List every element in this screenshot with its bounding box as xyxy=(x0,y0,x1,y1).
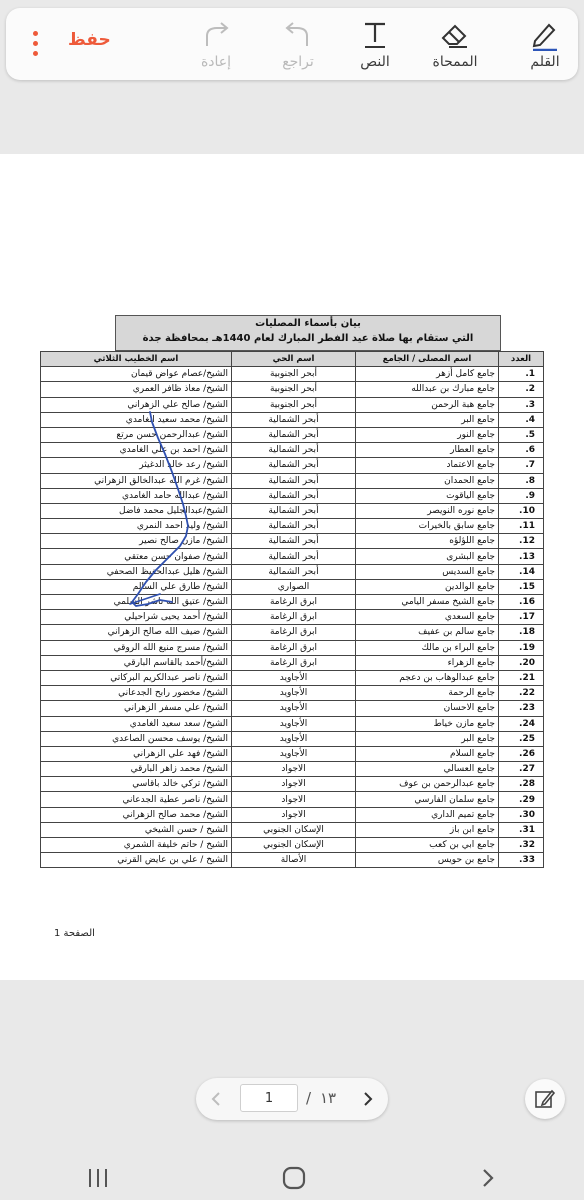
cell-mosque: جامع البر xyxy=(356,412,499,427)
cell-num: 9. xyxy=(499,488,544,503)
cell-mosque: جامع تميم الداري xyxy=(356,807,499,822)
cell-num: 19. xyxy=(499,640,544,655)
cell-mosque: جامع البشرى xyxy=(356,549,499,564)
cell-mosque: جامع سابق بالخيرات xyxy=(356,519,499,534)
cell-sheikh: الشيخ/ صالح علي الزهراني xyxy=(41,397,232,412)
text-tool-button[interactable] xyxy=(335,8,415,80)
cell-num: 24. xyxy=(499,716,544,731)
cell-district: أبحر الشمالية xyxy=(232,473,356,488)
cell-mosque: جامع بن حويس xyxy=(356,853,499,868)
table-row xyxy=(41,579,544,594)
cell-sheikh: الشيخ/ عتيق الله ناشر السلمي xyxy=(41,595,232,610)
table-row xyxy=(41,777,544,792)
cell-num: 3. xyxy=(499,397,544,412)
cell-mosque: جامع الياقوت xyxy=(356,488,499,503)
cell-num: 12. xyxy=(499,534,544,549)
cell-district: الاجواد xyxy=(232,777,356,792)
cell-num: 30. xyxy=(499,807,544,822)
cell-district: الإسكان الجنوبي xyxy=(232,822,356,837)
cell-sheikh: الشيخ/ ضيف الله صالح الزهراني xyxy=(41,625,232,640)
annotation-toolbar xyxy=(6,8,578,80)
cell-mosque: جامع هبة الرحمن xyxy=(356,397,499,412)
cell-mosque: جامع الرحمة xyxy=(356,686,499,701)
cell-num: 23. xyxy=(499,701,544,716)
cell-mosque: جامع سلمان الفارسي xyxy=(356,792,499,807)
cell-mosque: جامع اللؤلؤه xyxy=(356,534,499,549)
cell-num: 27. xyxy=(499,762,544,777)
cell-district: أبحر الشمالية xyxy=(232,488,356,503)
table-row xyxy=(41,762,544,777)
table-row xyxy=(41,746,544,761)
table-row xyxy=(41,838,544,853)
cell-mosque: جامع مازن خياط xyxy=(356,716,499,731)
document-title xyxy=(115,315,501,351)
cell-district: ابرق الرغامة xyxy=(232,595,356,610)
cell-num: 26. xyxy=(499,746,544,761)
cell-district: الأجاويد xyxy=(232,701,356,716)
cell-mosque: جامع الحمدان xyxy=(356,473,499,488)
eraser-icon xyxy=(439,18,471,52)
page-navigator xyxy=(196,1078,388,1120)
document-page[interactable] xyxy=(0,154,584,980)
table-row xyxy=(41,807,544,822)
mosque-table xyxy=(40,351,544,868)
cell-num: 29. xyxy=(499,792,544,807)
table-row xyxy=(41,595,544,610)
page-number-input[interactable] xyxy=(240,1084,298,1112)
cell-mosque: جامع البراء بن مالك xyxy=(356,640,499,655)
pen-icon xyxy=(529,18,561,52)
cell-sheikh: الشيخ/ مازن صالح نصير xyxy=(41,534,232,549)
cell-num: 5. xyxy=(499,427,544,442)
table-row xyxy=(41,792,544,807)
back-icon[interactable] xyxy=(478,1167,498,1193)
cell-num: 6. xyxy=(499,443,544,458)
undo-label: تراجع xyxy=(282,54,314,70)
cell-sheikh: الشيخ / حاتم خليفة الشمري xyxy=(41,838,232,853)
cell-sheikh: الشيخ/ عبدالله حامد الغامدي xyxy=(41,488,232,503)
table-row xyxy=(41,367,544,382)
cell-district: أبحر الجنوبية xyxy=(232,382,356,397)
cell-mosque: جامع السلام xyxy=(356,746,499,761)
text-tool-label: النص xyxy=(360,54,390,70)
cell-district: أبحر الشمالية xyxy=(232,503,356,518)
chevron-left-icon xyxy=(209,1091,223,1107)
system-nav-bar xyxy=(0,1160,584,1200)
cell-mosque: جامع الشيخ مسفر اليامي xyxy=(356,595,499,610)
cell-mosque: جامع الاحسان xyxy=(356,701,499,716)
table-row xyxy=(41,427,544,442)
cell-num: 25. xyxy=(499,731,544,746)
table-row xyxy=(41,853,544,868)
cell-sheikh: الشيخ/ ناصر عبدالكريم البركاتي xyxy=(41,670,232,685)
cell-sheikh: الشيخ/عصام عواض قيمان xyxy=(41,367,232,382)
cell-sheikh: الشيخ/ هليل عبدالحفيظ الصحفي xyxy=(41,564,232,579)
cell-sheikh: الشيخ / علي بن عايض القرني xyxy=(41,853,232,868)
table-row xyxy=(41,412,544,427)
cell-sheikh: الشيخ/ احمد بن علي الغامدي xyxy=(41,443,232,458)
cell-district: الأجاويد xyxy=(232,686,356,701)
table-row xyxy=(41,534,544,549)
annotate-button[interactable] xyxy=(525,1079,565,1119)
table-row xyxy=(41,640,544,655)
cell-mosque: جامع البر xyxy=(356,731,499,746)
cell-sheikh: الشيخ/ تركي خالد باقاسي xyxy=(41,777,232,792)
cell-mosque: جامع العسالي xyxy=(356,762,499,777)
table-row xyxy=(41,503,544,518)
cell-mosque: جامع السعدي xyxy=(356,610,499,625)
cell-num: 2. xyxy=(499,382,544,397)
table-header-row xyxy=(41,352,544,367)
cell-sheikh: الشيخ/ سعد سعيد الغامدي xyxy=(41,716,232,731)
cell-num: 1. xyxy=(499,367,544,382)
cell-district: أبحر الشمالية xyxy=(232,564,356,579)
page-separator: / xyxy=(306,1089,312,1107)
cell-mosque: جامع السديس xyxy=(356,564,499,579)
header-district: اسم الحي xyxy=(232,352,356,367)
cell-num: 7. xyxy=(499,458,544,473)
cell-num: 14. xyxy=(499,564,544,579)
cell-mosque: جامع عبدالوهاب بن دعجم xyxy=(356,670,499,685)
cell-num: 10. xyxy=(499,503,544,518)
cell-mosque: جامع سالم بن عفيف xyxy=(356,625,499,640)
cell-num: 4. xyxy=(499,412,544,427)
cell-district: أبحر الجنوبية xyxy=(232,367,356,382)
cell-district: الاجواد xyxy=(232,807,356,822)
cell-district: الأجاويد xyxy=(232,670,356,685)
cell-sheikh: الشيخ/ عبدالرحمن حسن مرتع xyxy=(41,427,232,442)
header-num: العدد xyxy=(499,352,544,367)
text-tool-icon xyxy=(360,18,390,52)
more-options-icon[interactable] xyxy=(30,28,40,60)
cell-num: 20. xyxy=(499,655,544,670)
cell-mosque: جامع الزهراء xyxy=(356,655,499,670)
cell-sheikh: الشيخ/أحمد بالقاسم البارقي xyxy=(41,655,232,670)
recent-apps-icon[interactable] xyxy=(86,1167,110,1193)
cell-num: 8. xyxy=(499,473,544,488)
next-page-button[interactable] xyxy=(354,1085,382,1113)
table-row xyxy=(41,716,544,731)
cell-mosque: جامع كامل أزهر xyxy=(356,367,499,382)
table-row xyxy=(41,458,544,473)
page-number-footer: الصفحة 1 xyxy=(54,928,95,939)
cell-mosque: جامع نوره النويصر xyxy=(356,503,499,518)
table-row xyxy=(41,655,544,670)
table-row xyxy=(41,670,544,685)
cell-sheikh: الشيخ/ مخضور رابح الجدعاني xyxy=(41,686,232,701)
cell-district: ابرق الرغامة xyxy=(232,640,356,655)
cell-mosque: جامع العطار xyxy=(356,443,499,458)
eraser-tool-button[interactable] xyxy=(415,8,495,80)
cell-sheikh: الشيخ/ غرم الله عبدالخالق الزهراني xyxy=(41,473,232,488)
cell-district: أبحر الشمالية xyxy=(232,412,356,427)
table-row xyxy=(41,473,544,488)
save-button[interactable]: حفظ xyxy=(68,30,111,50)
table-row xyxy=(41,610,544,625)
table-row xyxy=(41,564,544,579)
cell-district: أبحر الشمالية xyxy=(232,427,356,442)
cell-district: الأجاويد xyxy=(232,716,356,731)
cell-sheikh: الشيخ/ محمد صالح الزهراني xyxy=(41,807,232,822)
title-line-2: التي ستقام بها صلاة عيد الفطر المبارك لعام 1440هـ بمحافظة جدة xyxy=(142,333,474,344)
cell-district: أبحر الشمالية xyxy=(232,549,356,564)
total-pages: ١٣ xyxy=(320,1089,337,1107)
cell-sheikh: الشيخ/ يوسف محسن الصاعدي xyxy=(41,731,232,746)
cell-num: 22. xyxy=(499,686,544,701)
home-icon[interactable] xyxy=(281,1165,307,1195)
cell-district: الاجواد xyxy=(232,762,356,777)
pen-tool-label: القلم xyxy=(530,54,560,70)
cell-mosque: جامع عبدالرحمن بن عوف xyxy=(356,777,499,792)
cell-mosque: جامع ابي بن كعب xyxy=(356,838,499,853)
cell-district: ابرق الرغامة xyxy=(232,625,356,640)
cell-district: أبحر الجنوبية xyxy=(232,397,356,412)
cell-num: 16. xyxy=(499,595,544,610)
cell-sheikh: الشيخ / حسن الشيخي xyxy=(41,822,232,837)
cell-district: أبحر الشمالية xyxy=(232,519,356,534)
eraser-tool-label: الممحاة xyxy=(432,54,478,70)
chevron-right-icon xyxy=(361,1091,375,1107)
table-row xyxy=(41,519,544,534)
table-row xyxy=(41,731,544,746)
cell-num: 31. xyxy=(499,822,544,837)
previous-page-button[interactable] xyxy=(202,1085,230,1113)
cell-num: 13. xyxy=(499,549,544,564)
cell-num: 17. xyxy=(499,610,544,625)
header-sheikh: اسم الخطيب الثلاثي xyxy=(41,352,232,367)
header-mosque: اسم المصلى / الجامع xyxy=(356,352,499,367)
table-row xyxy=(41,549,544,564)
table-row xyxy=(41,397,544,412)
cell-district: الصواري xyxy=(232,579,356,594)
cell-mosque: جامع الوالدين xyxy=(356,579,499,594)
cell-sheikh: الشيخ/ فهد علي الزهراني xyxy=(41,746,232,761)
cell-district: أبحر الشمالية xyxy=(232,458,356,473)
table-row xyxy=(41,488,544,503)
cell-district: أبحر الشمالية xyxy=(232,534,356,549)
cell-sheikh: الشيخ/ أحمد يحيى شراحيلي xyxy=(41,610,232,625)
cell-sheikh: الشيخ/ معاذ ظافر العمري xyxy=(41,382,232,397)
title-line-1: بيان بأسماء المصليات xyxy=(255,318,361,329)
cell-district: الأصالة xyxy=(232,853,356,868)
cell-sheikh: الشيخ/ محمد زاهر البارقي xyxy=(41,762,232,777)
cell-num: 32. xyxy=(499,838,544,853)
table-row xyxy=(41,382,544,397)
cell-district: ابرق الرغامة xyxy=(232,655,356,670)
cell-district: الاجواد xyxy=(232,792,356,807)
cell-num: 33. xyxy=(499,853,544,868)
cell-district: الأجاويد xyxy=(232,746,356,761)
cell-num: 18. xyxy=(499,625,544,640)
undo-icon xyxy=(283,18,313,52)
redo-button[interactable] xyxy=(176,8,256,80)
table-row xyxy=(41,701,544,716)
cell-district: ابرق الرغامة xyxy=(232,610,356,625)
cell-num: 11. xyxy=(499,519,544,534)
cell-num: 28. xyxy=(499,777,544,792)
cell-sheikh: الشيخ/ محمد سعيد الغامدي xyxy=(41,412,232,427)
cell-sheikh: الشيخ/ طارق علي السالم xyxy=(41,579,232,594)
undo-button[interactable] xyxy=(258,8,338,80)
annotate-pen-icon xyxy=(534,1088,556,1110)
cell-sheikh: الشيخ/ ناصر عطية الجدعاني xyxy=(41,792,232,807)
cell-sheikh: الشيخ/عبدالجليل محمد فاضل xyxy=(41,503,232,518)
cell-sheikh: الشيخ/ رعد خالد الدغيثر xyxy=(41,458,232,473)
cell-district: الإسكان الجنوبي xyxy=(232,838,356,853)
table-row xyxy=(41,822,544,837)
pen-tool-button[interactable] xyxy=(505,8,584,80)
cell-mosque: جامع مبارك بن عبدالله xyxy=(356,382,499,397)
table-row xyxy=(41,625,544,640)
table-row xyxy=(41,443,544,458)
cell-sheikh: الشيخ/ علي مسفر الزهراني xyxy=(41,701,232,716)
cell-mosque: جامع ابن باز xyxy=(356,822,499,837)
cell-sheikh: الشيخ/ صفوان حسن معتقي xyxy=(41,549,232,564)
cell-district: أبحر الشمالية xyxy=(232,443,356,458)
cell-district: الأجاويد xyxy=(232,731,356,746)
cell-sheikh: الشيخ/ مسرج منيع الله الروقي xyxy=(41,640,232,655)
cell-mosque: جامع الاعتماد xyxy=(356,458,499,473)
cell-sheikh: الشيخ/ وليد احمد النمري xyxy=(41,519,232,534)
cell-num: 21. xyxy=(499,670,544,685)
table-row xyxy=(41,686,544,701)
redo-label: إعادة xyxy=(200,54,232,70)
cell-mosque: جامع النور xyxy=(356,427,499,442)
cell-num: 15. xyxy=(499,579,544,594)
redo-icon xyxy=(201,18,231,52)
